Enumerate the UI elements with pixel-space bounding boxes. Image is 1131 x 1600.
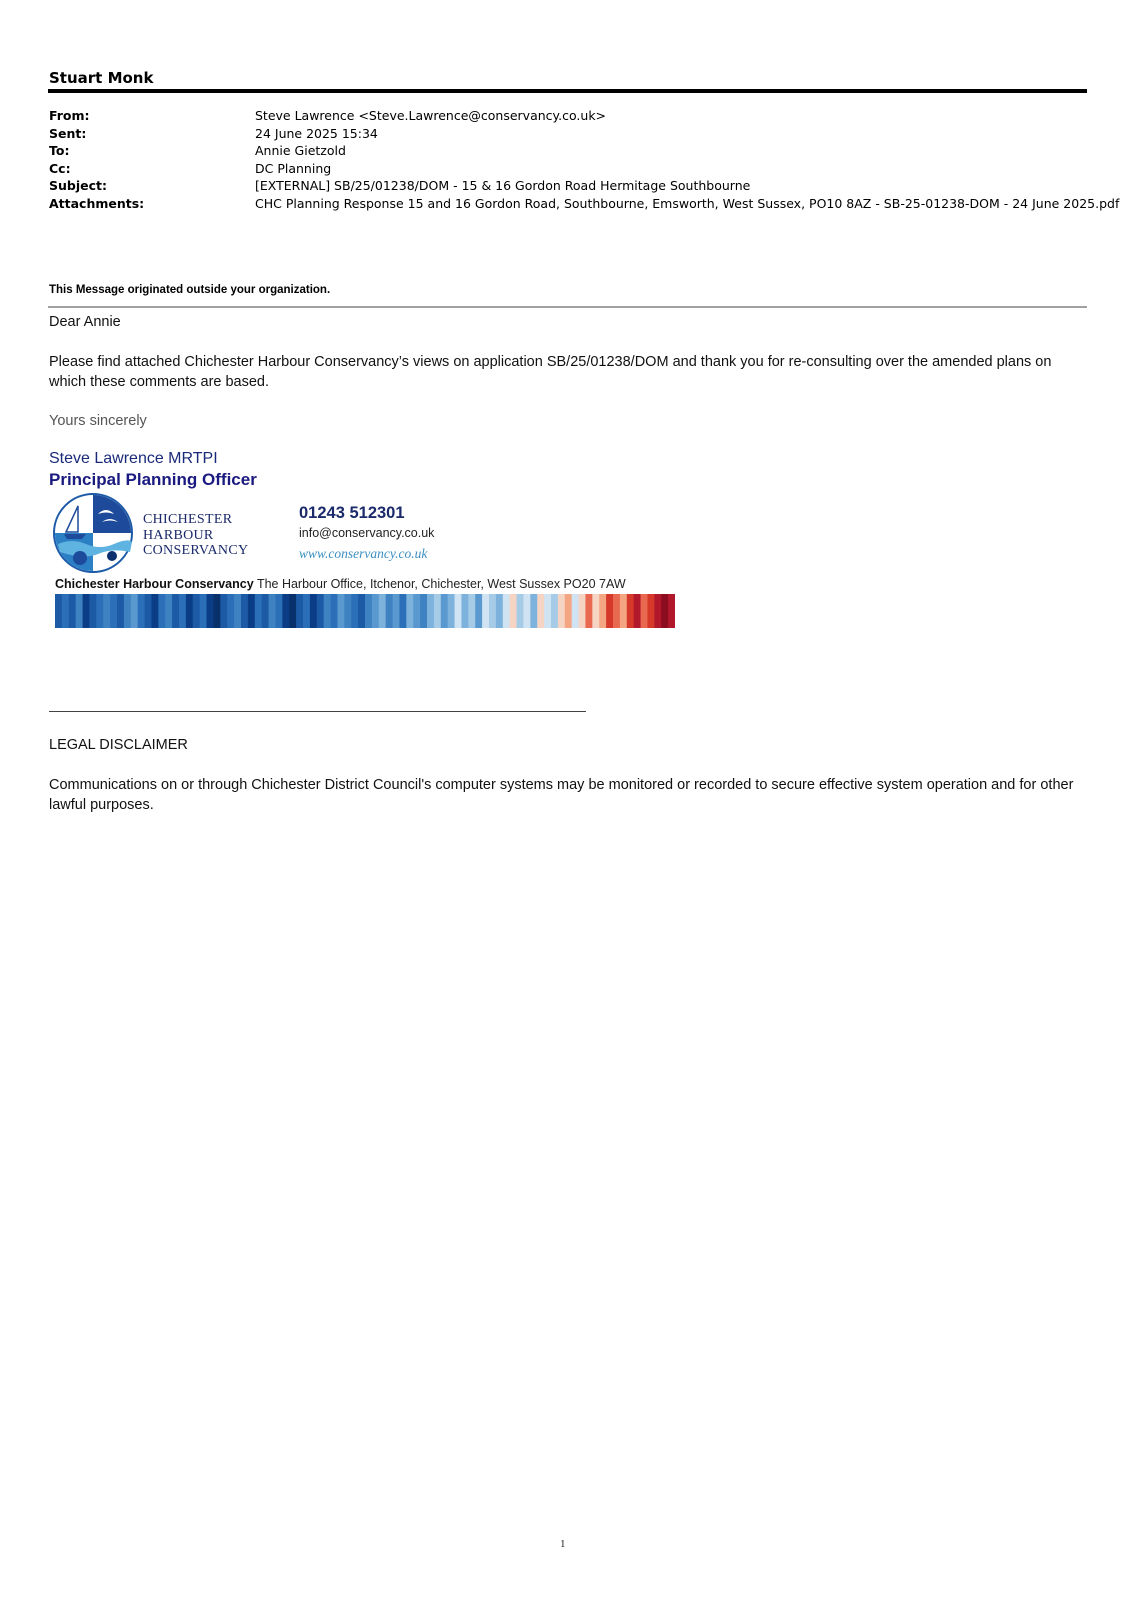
header-row-cc <box>49 160 1089 178</box>
sent-label: Sent: <box>49 125 87 141</box>
climate-stripe <box>654 594 661 628</box>
climate-stripe <box>537 594 544 628</box>
to-value: Annie Gietzold <box>255 143 346 159</box>
climate-stripe <box>131 594 138 628</box>
climate-stripe <box>468 594 475 628</box>
climate-stripe <box>193 594 200 628</box>
climate-stripe <box>475 594 482 628</box>
attachments-label: Attachments: <box>49 195 145 211</box>
climate-stripe <box>592 594 599 628</box>
climate-stripe <box>379 594 386 628</box>
attachment-file-link[interactable]: CHC Planning Response 15 and 16 Gordon Road, Southbourne, Emsworth, West Sussex, PO10 8AZ - SB-25-01238-DOM - 24 June 2025.pdf <box>255 195 1120 211</box>
climate-stripe <box>317 594 324 628</box>
signature-address-line <box>55 577 626 591</box>
climate-stripe <box>255 594 262 628</box>
email-header-block <box>49 107 1120 213</box>
climate-stripe <box>661 594 668 628</box>
org-name-line-1: CHICHESTER <box>143 512 233 527</box>
address-text: The Harbour Office, Itchenor, Chichester, West Sussex PO20 7AW <box>256 577 626 591</box>
subject-label: Subject: <box>49 178 107 194</box>
climate-stripe <box>351 594 358 628</box>
climate-stripe <box>282 594 289 628</box>
climate-stripe <box>262 594 269 628</box>
email-closing: Yours sincerely <box>49 413 147 429</box>
climate-stripe <box>647 594 654 628</box>
from-value: Steve Lawrence <Steve.Lawrence@conservancy.co.uk> <box>255 108 607 123</box>
climate-stripe <box>579 594 586 628</box>
climate-stripe <box>289 594 296 628</box>
climate-stripe <box>585 594 592 628</box>
climate-stripe <box>510 594 517 628</box>
climate-stripe <box>331 594 338 628</box>
climate-stripe <box>227 594 234 628</box>
climate-stripe <box>303 594 310 628</box>
climate-stripe <box>544 594 551 628</box>
org-name-line-3: CONSERVANCY <box>143 543 249 558</box>
disclaimer-text: Communications on or through Chichester District Council's computer systems may be monitored or recorded to secure effective system operation and for other lawful purposes. <box>49 777 1074 813</box>
header-row-from <box>49 107 1089 125</box>
climate-stripe <box>296 594 303 628</box>
climate-stripe <box>641 594 648 628</box>
climate-stripe <box>269 594 276 628</box>
signature-name: Steve Lawrence MRTPI <box>49 450 218 467</box>
climate-stripe <box>89 594 96 628</box>
climate-stripe <box>337 594 344 628</box>
climate-stripe <box>448 594 455 628</box>
climate-stripe <box>241 594 248 628</box>
climate-stripe <box>324 594 331 628</box>
climate-stripe <box>399 594 406 628</box>
climate-stripe <box>96 594 103 628</box>
climate-stripe <box>599 594 606 628</box>
header-row-sent <box>49 125 1089 143</box>
climate-stripe <box>386 594 393 628</box>
climate-stripe <box>165 594 172 628</box>
disclaimer-divider <box>49 711 586 712</box>
climate-stripe <box>83 594 90 628</box>
owner-divider <box>48 89 1087 93</box>
climate-stripe <box>158 594 165 628</box>
climate-stripe <box>172 594 179 628</box>
climate-stripe <box>461 594 468 628</box>
header-row-attachments <box>49 195 1120 213</box>
climate-stripe <box>186 594 193 628</box>
from-label: From: <box>49 108 90 123</box>
climate-stripe <box>103 594 110 628</box>
climate-stripe <box>455 594 462 628</box>
signature-title: Principal Planning Officer <box>49 470 257 489</box>
climate-stripe <box>613 594 620 628</box>
climate-stripe <box>220 594 227 628</box>
climate-stripe <box>200 594 207 628</box>
address-org-name: Chichester Harbour Conservancy <box>55 577 254 591</box>
subject-value: [EXTERNAL] SB/25/01238/DOM - 15 & 16 Gordon Road Hermitage Southbourne <box>255 178 751 194</box>
climate-stripe <box>572 594 579 628</box>
page-number: 1 <box>560 1538 566 1550</box>
climate-stripe <box>523 594 530 628</box>
climate-stripe <box>62 594 69 628</box>
climate-stripe <box>393 594 400 628</box>
climate-stripe <box>365 594 372 628</box>
climate-stripe <box>207 594 214 628</box>
climate-stripe <box>358 594 365 628</box>
signature-org-name <box>143 512 248 559</box>
climate-stripe <box>427 594 434 628</box>
climate-stripe <box>620 594 627 628</box>
climate-stripe <box>503 594 510 628</box>
to-label: To: <box>49 143 70 159</box>
mailbox-owner-name: Stuart Monk <box>49 69 154 87</box>
climate-stripe <box>496 594 503 628</box>
notice-divider <box>48 306 1087 308</box>
climate-stripe <box>551 594 558 628</box>
climate-stripe <box>668 594 675 628</box>
climate-stripe <box>565 594 572 628</box>
climate-stripe <box>489 594 496 628</box>
climate-stripe <box>344 594 351 628</box>
climate-stripe <box>627 594 634 628</box>
email-greeting: Dear Annie <box>49 314 121 330</box>
climate-stripe <box>413 594 420 628</box>
climate-stripe <box>482 594 489 628</box>
conservancy-logo-icon <box>52 492 134 574</box>
climate-stripe <box>634 594 641 628</box>
climate-stripes-banner <box>55 594 675 628</box>
climate-stripe <box>558 594 565 628</box>
cc-value: DC Planning <box>255 160 332 176</box>
header-row-to <box>49 142 1089 160</box>
email-body-paragraph: Please find attached Chichester Harbour Conservancy’s views on application SB/25/01238/DOM and thank you for re-consulting over the amended plans on which these comments are based. <box>49 354 1052 390</box>
climate-stripe <box>124 594 131 628</box>
climate-stripe <box>110 594 117 628</box>
climate-stripe <box>420 594 427 628</box>
climate-stripe <box>517 594 524 628</box>
org-name-line-2: HARBOUR <box>143 527 214 543</box>
signature-website-link[interactable]: www.conservancy.co.uk <box>299 546 428 561</box>
climate-stripe <box>213 594 220 628</box>
signature-phone: 01243 512301 <box>299 504 405 522</box>
header-row-subject <box>49 177 1089 195</box>
climate-stripe <box>372 594 379 628</box>
climate-stripe <box>530 594 537 628</box>
signature-email-link[interactable]: info@conservancy.co.uk <box>299 526 435 540</box>
disclaimer-title: LEGAL DISCLAIMER <box>49 737 188 753</box>
climate-stripe <box>76 594 83 628</box>
climate-stripe <box>275 594 282 628</box>
climate-stripe <box>441 594 448 628</box>
climate-stripe <box>434 594 441 628</box>
climate-stripe <box>179 594 186 628</box>
climate-stripe <box>69 594 76 628</box>
climate-stripe <box>234 594 241 628</box>
climate-stripe <box>310 594 317 628</box>
climate-stripe <box>248 594 255 628</box>
climate-stripe <box>55 594 62 628</box>
climate-stripe <box>151 594 158 628</box>
climate-stripe <box>145 594 152 628</box>
climate-stripe <box>117 594 124 628</box>
climate-stripe <box>406 594 413 628</box>
climate-stripe <box>138 594 145 628</box>
sent-value: 24 June 2025 15:34 <box>255 125 378 141</box>
cc-label: Cc: <box>49 160 71 176</box>
external-sender-notice: This Message originated outside your organization. <box>49 284 331 296</box>
climate-stripe <box>606 594 613 628</box>
